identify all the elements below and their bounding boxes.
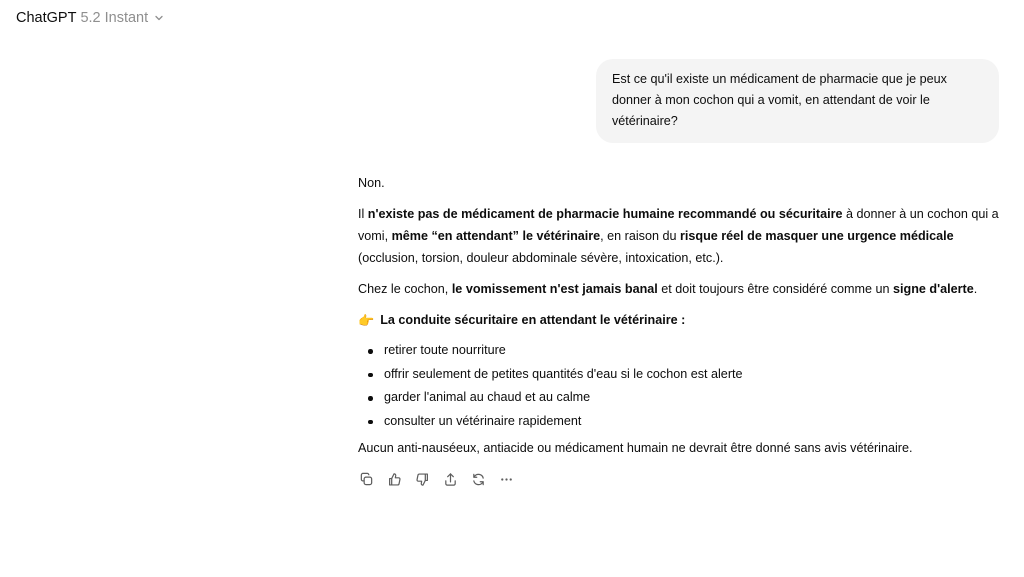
list-item: consulter un vétérinaire rapidement (358, 410, 1006, 434)
assistant-paragraph: Aucun anti-nauséeux, antiacide ou médicament humain ne devrait être donné sans avis vétérinaire. (358, 441, 913, 455)
section-heading (358, 309, 1006, 331)
share-icon[interactable] (440, 469, 460, 489)
text-segment: (occlusion, torsion, douleur abdominale sévère, intoxication, etc.). (358, 251, 724, 265)
regenerate-icon[interactable] (468, 469, 488, 489)
assistant-paragraph: Non. (358, 176, 385, 190)
more-icon[interactable] (496, 469, 516, 489)
assistant-message (358, 172, 1006, 489)
bold-text: risque réel de masquer une urgence médicale (679, 229, 954, 243)
list-item: retirer toute nourriture (358, 339, 1006, 363)
chevron-down-icon (154, 13, 164, 23)
copy-icon[interactable] (356, 469, 376, 489)
model-name: ChatGPT (16, 10, 77, 26)
text-segment: Chez le cochon, (358, 282, 452, 296)
text-segment: et doit toujours être considéré comme un (657, 282, 894, 296)
thumbs-down-icon[interactable] (412, 469, 432, 489)
text-segment: , en raison du (600, 229, 680, 243)
model-version: 5.2 Instant (80, 10, 149, 26)
list-item: offrir seulement de petites quantités d'eau si le cochon est alerte (358, 363, 1006, 387)
assistant-paragraph (358, 278, 1006, 300)
section-heading-text: La conduite sécuritaire en attendant le vétérinaire : (380, 313, 686, 327)
bold-text: même “en attendant” le vétérinaire (391, 229, 601, 243)
assistant-paragraph (358, 203, 1006, 269)
bold-text: le vomissement n'est jamais banal (451, 282, 658, 296)
pointing-hand-icon: 👉 (358, 312, 375, 328)
bold-text: signe d'alerte (893, 282, 974, 296)
advice-list (358, 339, 1006, 433)
user-message-bubble: Est ce qu'il existe un médicament de pharmacie que je peux donner à mon cochon qui a vomit, en attendant de voir le vétérinaire? (596, 59, 999, 143)
message-actions (356, 469, 1006, 489)
model-selector[interactable] (16, 8, 164, 28)
bold-text: n'existe pas de médicament de pharmacie humaine recommandé ou sécuritaire (367, 207, 843, 221)
text-segment: Il (358, 207, 368, 221)
thumbs-up-icon[interactable] (384, 469, 404, 489)
text-segment: . (973, 282, 978, 296)
list-item: garder l'animal au chaud et au calme (358, 386, 1006, 410)
text-segment: à donner à un cochon qui a vomi, (358, 207, 999, 243)
